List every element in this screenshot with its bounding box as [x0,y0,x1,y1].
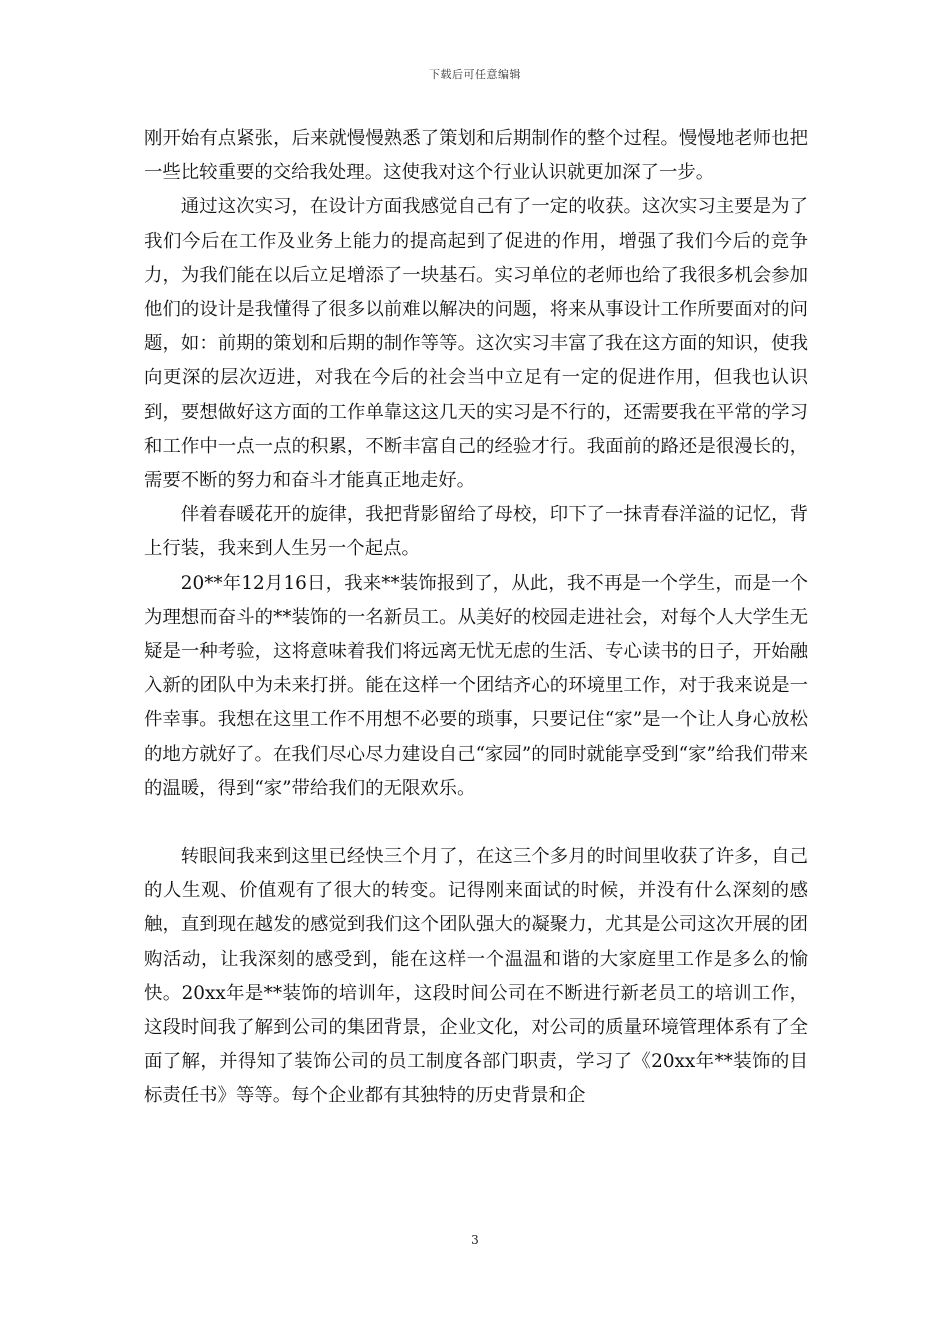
paragraph-three-months: 转眼间我来到这里已经快三个月了，在这三个多月的时间里收获了许多，自己的人生观、价值观有了很大的转变。记得刚来面试的时候，并没有什么深刻的感触，直到现在越发的感觉到我们这个团队强大的凝聚力，尤其是公司这次开展的团购活动，让我深刻的感受到，能在这样一个温温和谐的大家庭里工作是多么的愉快。20xx年是**装饰的培训年，这段时间公司在不断进行新老员工的培训工作，这段时间我了解到公司的集团背景，企业文化，对公司的质量环境管理体系有了全面了解，并得知了装饰公司的员工制度各部门职责，学习了《20xx年**装饰的目标责任书》等等。每个企业都有其独特的历史背景和企 [144,846,808,1107]
page-header-note: 下载后可任意编辑 [429,68,521,81]
page-number: 3 [471,1233,479,1247]
paragraph-internship-gains: 通过这次实习，在设计方面我感觉自己有了一定的收获。这次实习主要是为了我们今后在工作及业务上能力的提高起到了促进的作用，增强了我们今后的竞争力，为我们能在以后立足增添了一块基石。实习单位的老师也给了我很多机会参加他们的设计是我懂得了很多以前难以解决的问题，将来从事设计工作所要面对的问题，如：前期的策划和后期的制作等等。这次实习丰富了我在这方面的知识，使我向更深的层次迈进，对我在今后的社会当中立足有一定的促进作用，但我也认识到，要想做好这方面的工作单靠这这几天的实习是不行的，还需要我在平常的学习和工作中一点一点的积累，不断丰富自己的经验才行。我面前的路还是很漫长的，需要不断的努力和奋斗才能真正地走好。 [144,196,808,492]
paragraph-gap [144,806,808,840]
paragraph-new-start: 伴着春暖花开的旋律，我把背影留给了母校，印下了一抹青春洋溢的记忆，背上行装，我来到人生另一个起点。 [144,504,808,560]
paragraph-joining-company: 20**年12月16日，我来**装饰报到了，从此，我不再是一个学生，而是一个为理想而奋斗的**装饰的一名新员工。从美好的校园走进社会，对每个人大学生无疑是一种考验，这将意味着我们将远离无忧无虑的生活、专心读书的日子，开始融入新的团队中为未来打拼。能在这样一个团结齐心的环境里工作，对于我来说是一件幸事。我想在这里工作不用想不必要的琐事，只要记住“家”是一个让人身心放松的地方就好了。在我们尽心尽力建设自己“家园”的同时就能享受到“家”给我们带来的温暖，得到“家”带给我们的无限欢乐。 [144,572,808,799]
document-body [144,122,808,1114]
paragraph-continuation: 刚开始有点紧张，后来就慢慢熟悉了策划和后期制作的整个过程。慢慢地老师也把一些比较重要的交给我处理。这使我对这个行业认识就更加深了一步。 [144,128,808,184]
